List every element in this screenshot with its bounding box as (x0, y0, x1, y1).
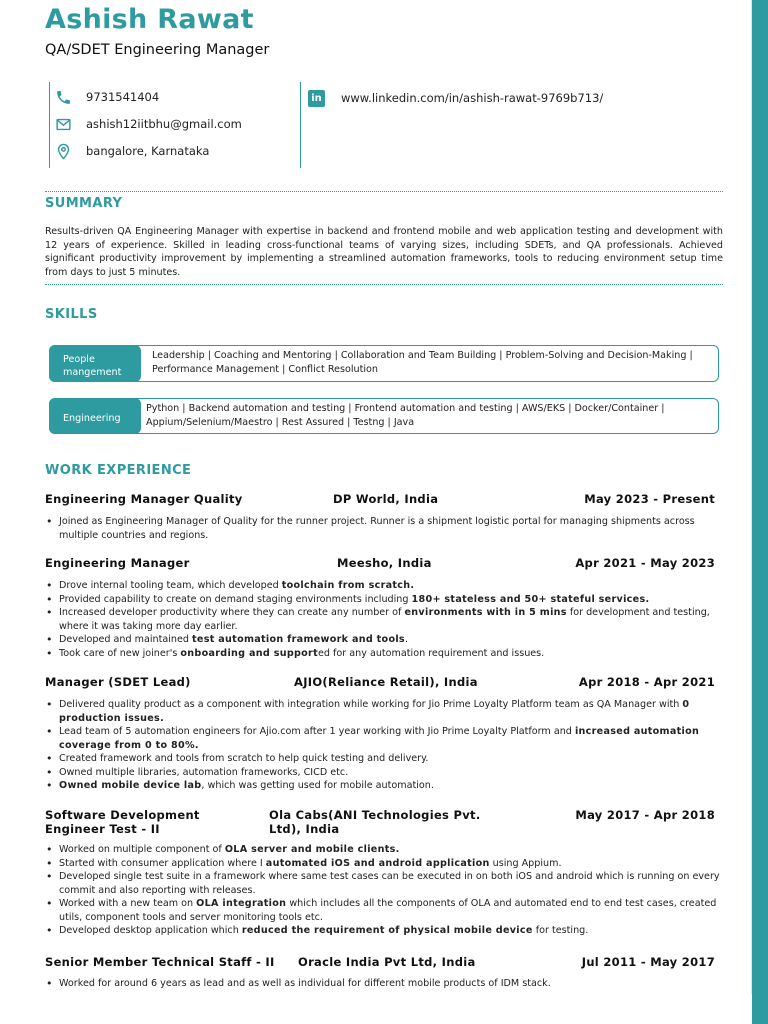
job-company: Oracle India Pvt Ltd, India (298, 955, 476, 969)
job-title: Engineering Manager (45, 556, 190, 570)
skills-heading: SKILLS (45, 307, 98, 322)
summary-text: Results-driven QA Engineering Manager with expertise in backend and frontend mobile and web application testing and development with 12 years of experience. Skilled in leading cross-functional teams of varying sizes, including SDETs, and QA professionals. Achieved significant productivity improvement by implementing a streamlined automation frameworks, tools to reducing environment setup time from days to just 5 minutes. (45, 226, 723, 278)
skill-list: Leadership | Coaching and Mentoring | Collaboration and Team Building | Problem-Solving and Decision-Making | Performance Management | Conflict Resolution (152, 350, 693, 375)
section-divider (45, 191, 723, 192)
contact-block (49, 82, 301, 168)
contact-location-row (50, 142, 209, 160)
job-bullet: • Increased developer productivity where they can create any number of environments with in 5 mins for development and testing, where it was taking more day earlier. (45, 606, 725, 633)
section-divider (45, 284, 723, 285)
job-bullet: • Owned mobile device lab, which was getting used for mobile automation. (45, 779, 725, 793)
job-dates: May 2023 - Present (584, 492, 715, 506)
job-bullet: • Joined as Engineering Manager of Quality for the runner project. Runner is a shipment logistic portal for managing shipments across multiple countries and regions. (45, 515, 725, 542)
experience-heading: WORK EXPERIENCE (45, 463, 192, 478)
job-bullet: • Took care of new joiner's onboarding and supported for any automation requirement and issues. (45, 647, 725, 661)
job-bullets (45, 977, 725, 991)
contact-linkedin-row (308, 88, 603, 108)
job-title: Senior Member Technical Staff - II (45, 955, 275, 969)
skill-row-people (49, 345, 719, 382)
job-bullet: • Developed desktop application which reduced the requirement of physical mobile device for testing. (45, 924, 725, 938)
job-bullet: • Created framework and tools from scratch to help quick testing and delivery. (45, 752, 725, 766)
job-bullet: • Developed single test suite in a framework where same test cases can be executed in on both iOS and android which is running on every commit and also reporting with releases. (45, 870, 725, 897)
job-company: Meesho, India (337, 556, 432, 570)
job-dates: Apr 2018 - Apr 2021 (578, 675, 715, 689)
contact-email[interactable]: ashish12iitbhu@gmail.com (86, 117, 242, 131)
job-bullets (45, 698, 725, 793)
contact-email-row (50, 115, 242, 133)
job-title: Software Development Engineer Test - II (45, 808, 200, 836)
candidate-name: Ashish Rawat (45, 4, 254, 35)
job-bullet: • Developed and maintained test automation framework and tools. (45, 633, 725, 647)
contact-phone[interactable]: 9731541404 (86, 90, 160, 104)
skill-row-engineering (49, 398, 719, 434)
job-dates: Apr 2021 - May 2023 (575, 556, 715, 570)
contact-phone-row (50, 88, 159, 106)
job-bullet: • Started with consumer application where I automated iOS and android application using Appium. (45, 857, 725, 871)
linkedin-icon: in (308, 90, 325, 107)
summary-heading: SUMMARY (45, 196, 123, 211)
skill-list: Python | Backend automation and testing | Frontend automation and testing | AWS/EKS | Docker/Container | Appium/Selenium/Maestro | Rest Assured | Testng | Java (146, 403, 665, 428)
job-bullet: • Lead team of 5 automation engineers for Ajio.com after 1 year working with Jio Prime Loyalty Platform and increased automation coverage from 0 to 80%. (45, 725, 725, 752)
job-bullets (45, 579, 725, 660)
contact-location: bangalore, Karnataka (86, 144, 210, 158)
job-company: AJIO(Reliance Retail), India (294, 675, 478, 689)
page-edge-line (751, 0, 752, 995)
job-dates: May 2017 - Apr 2018 (575, 808, 715, 822)
job-title: Engineering Manager Quality (45, 492, 243, 506)
job-bullets (45, 515, 725, 542)
job-company: Ola Cabs(ANI Technologies Pvt. Ltd), India (269, 808, 481, 836)
job-bullet: • Drove internal tooling team, which developed toolchain from scratch. (45, 579, 725, 593)
job-dates: Jul 2011 - May 2017 (581, 955, 715, 969)
phone-icon (52, 89, 74, 106)
location-pin-icon (52, 143, 74, 160)
job-company: DP World, India (333, 492, 439, 506)
contact-linkedin[interactable]: www.linkedin.com/in/ashish-rawat-9769b713/ (341, 91, 604, 105)
mail-icon (52, 116, 74, 133)
job-bullet: • Provided capability to create on demand staging environments including 180+ stateless and 50+ stateful services. (45, 593, 725, 607)
job-bullet: • Worked on multiple component of OLA server and mobile clients. (45, 843, 725, 857)
page-accent-bar (752, 0, 768, 1024)
job-bullet: • Owned multiple libraries, automation frameworks, CICD etc. (45, 766, 725, 780)
job-bullet: • Worked for around 6 years as lead and as well as individual for different mobile products of IDM stack. (45, 977, 725, 991)
job-title: Manager (SDET Lead) (45, 675, 191, 689)
skill-category-label: People mangement (49, 345, 141, 382)
job-bullet: • Delivered quality product as a component with integration while working for Jio Prime Loyalty Platform team as QA Manager with 0 production issues. (45, 698, 725, 725)
job-bullet: • Worked with a new team on OLA integration which includes all the components of OLA and automated end to end test cases, created utils, component tools and server monitoring tools etc. (45, 897, 725, 924)
skill-category-label: Engineering (49, 398, 141, 434)
job-bullets (45, 843, 725, 938)
candidate-role: QA/SDET Engineering Manager (45, 42, 270, 58)
